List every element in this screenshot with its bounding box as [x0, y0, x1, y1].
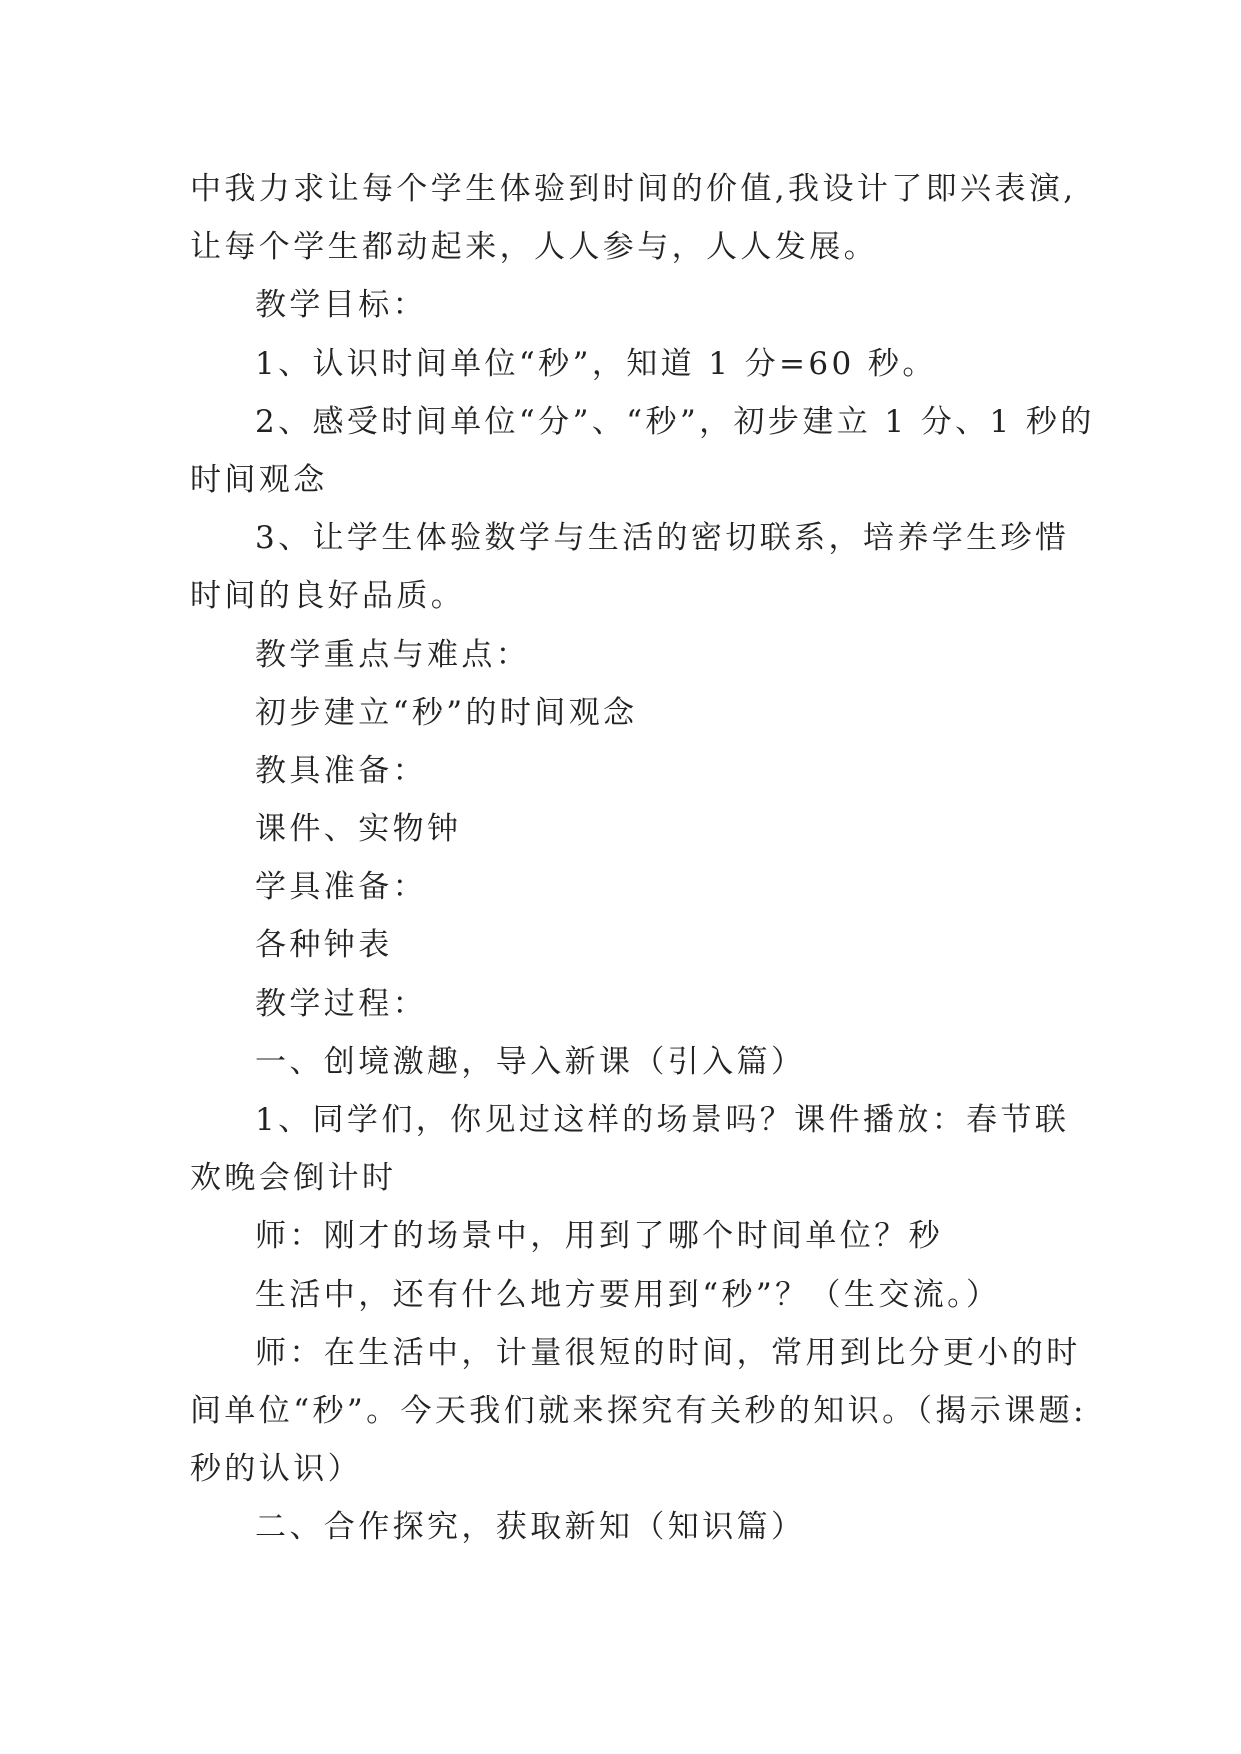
section-heading: 一、创境激趣，导入新课（引入篇）	[255, 1043, 806, 1080]
text-line: 1、同学们，你见过这样的场景吗？课件播放：春节联	[255, 1102, 1070, 1138]
text-line: 1、认识时间单位“秒”，知道 1 分=60 秒。	[255, 345, 937, 382]
text-line: 中我力求让每个学生体验到时间的价值,我设计了即兴表演,	[190, 171, 1077, 207]
document-body	[190, 160, 1095, 1557]
text-line: 欢晚会倒计时	[190, 1160, 397, 1197]
text-line: 课件、实物钟	[255, 811, 462, 848]
text-line: 3、让学生体验数学与生活的密切联系，培养学生珍惜	[255, 520, 1070, 557]
text-line: 生活中，还有什么地方要用到“秒”？（生交流。）	[255, 1276, 1001, 1313]
text-line: 间单位“秒”。今天我们就来探究有关秒的知识。（揭示课题:	[190, 1392, 1087, 1429]
section-heading: 教学重点与难点：	[255, 636, 531, 673]
text-line: 2、感受时间单位“分”、“秒”，初步建立 1 分、1 秒的	[255, 403, 1095, 440]
section-heading: 二、合作探究，获取新知（知识篇）	[255, 1509, 806, 1546]
section-heading: 教具准备：	[255, 752, 427, 789]
text-line: 初步建立“秒”的时间观念	[255, 694, 638, 731]
text-line: 各种钟表	[255, 927, 393, 964]
text-line: 师：刚才的场景中，用到了哪个时间单位？秒	[255, 1218, 943, 1255]
section-heading: 教学目标：	[255, 287, 427, 324]
section-heading: 学具准备：	[255, 869, 427, 906]
text-line: 时间观念	[190, 461, 328, 498]
section-heading: 教学过程：	[255, 985, 427, 1022]
text-line: 让每个学生都动起来，人人参与，人人发展。	[190, 229, 878, 266]
text-line: 师：在生活中，计量很短的时间，常用到比分更小的时	[255, 1334, 1081, 1371]
text-line: 时间的良好品质。	[190, 578, 466, 615]
text-line: 秒的认识）	[190, 1451, 362, 1488]
